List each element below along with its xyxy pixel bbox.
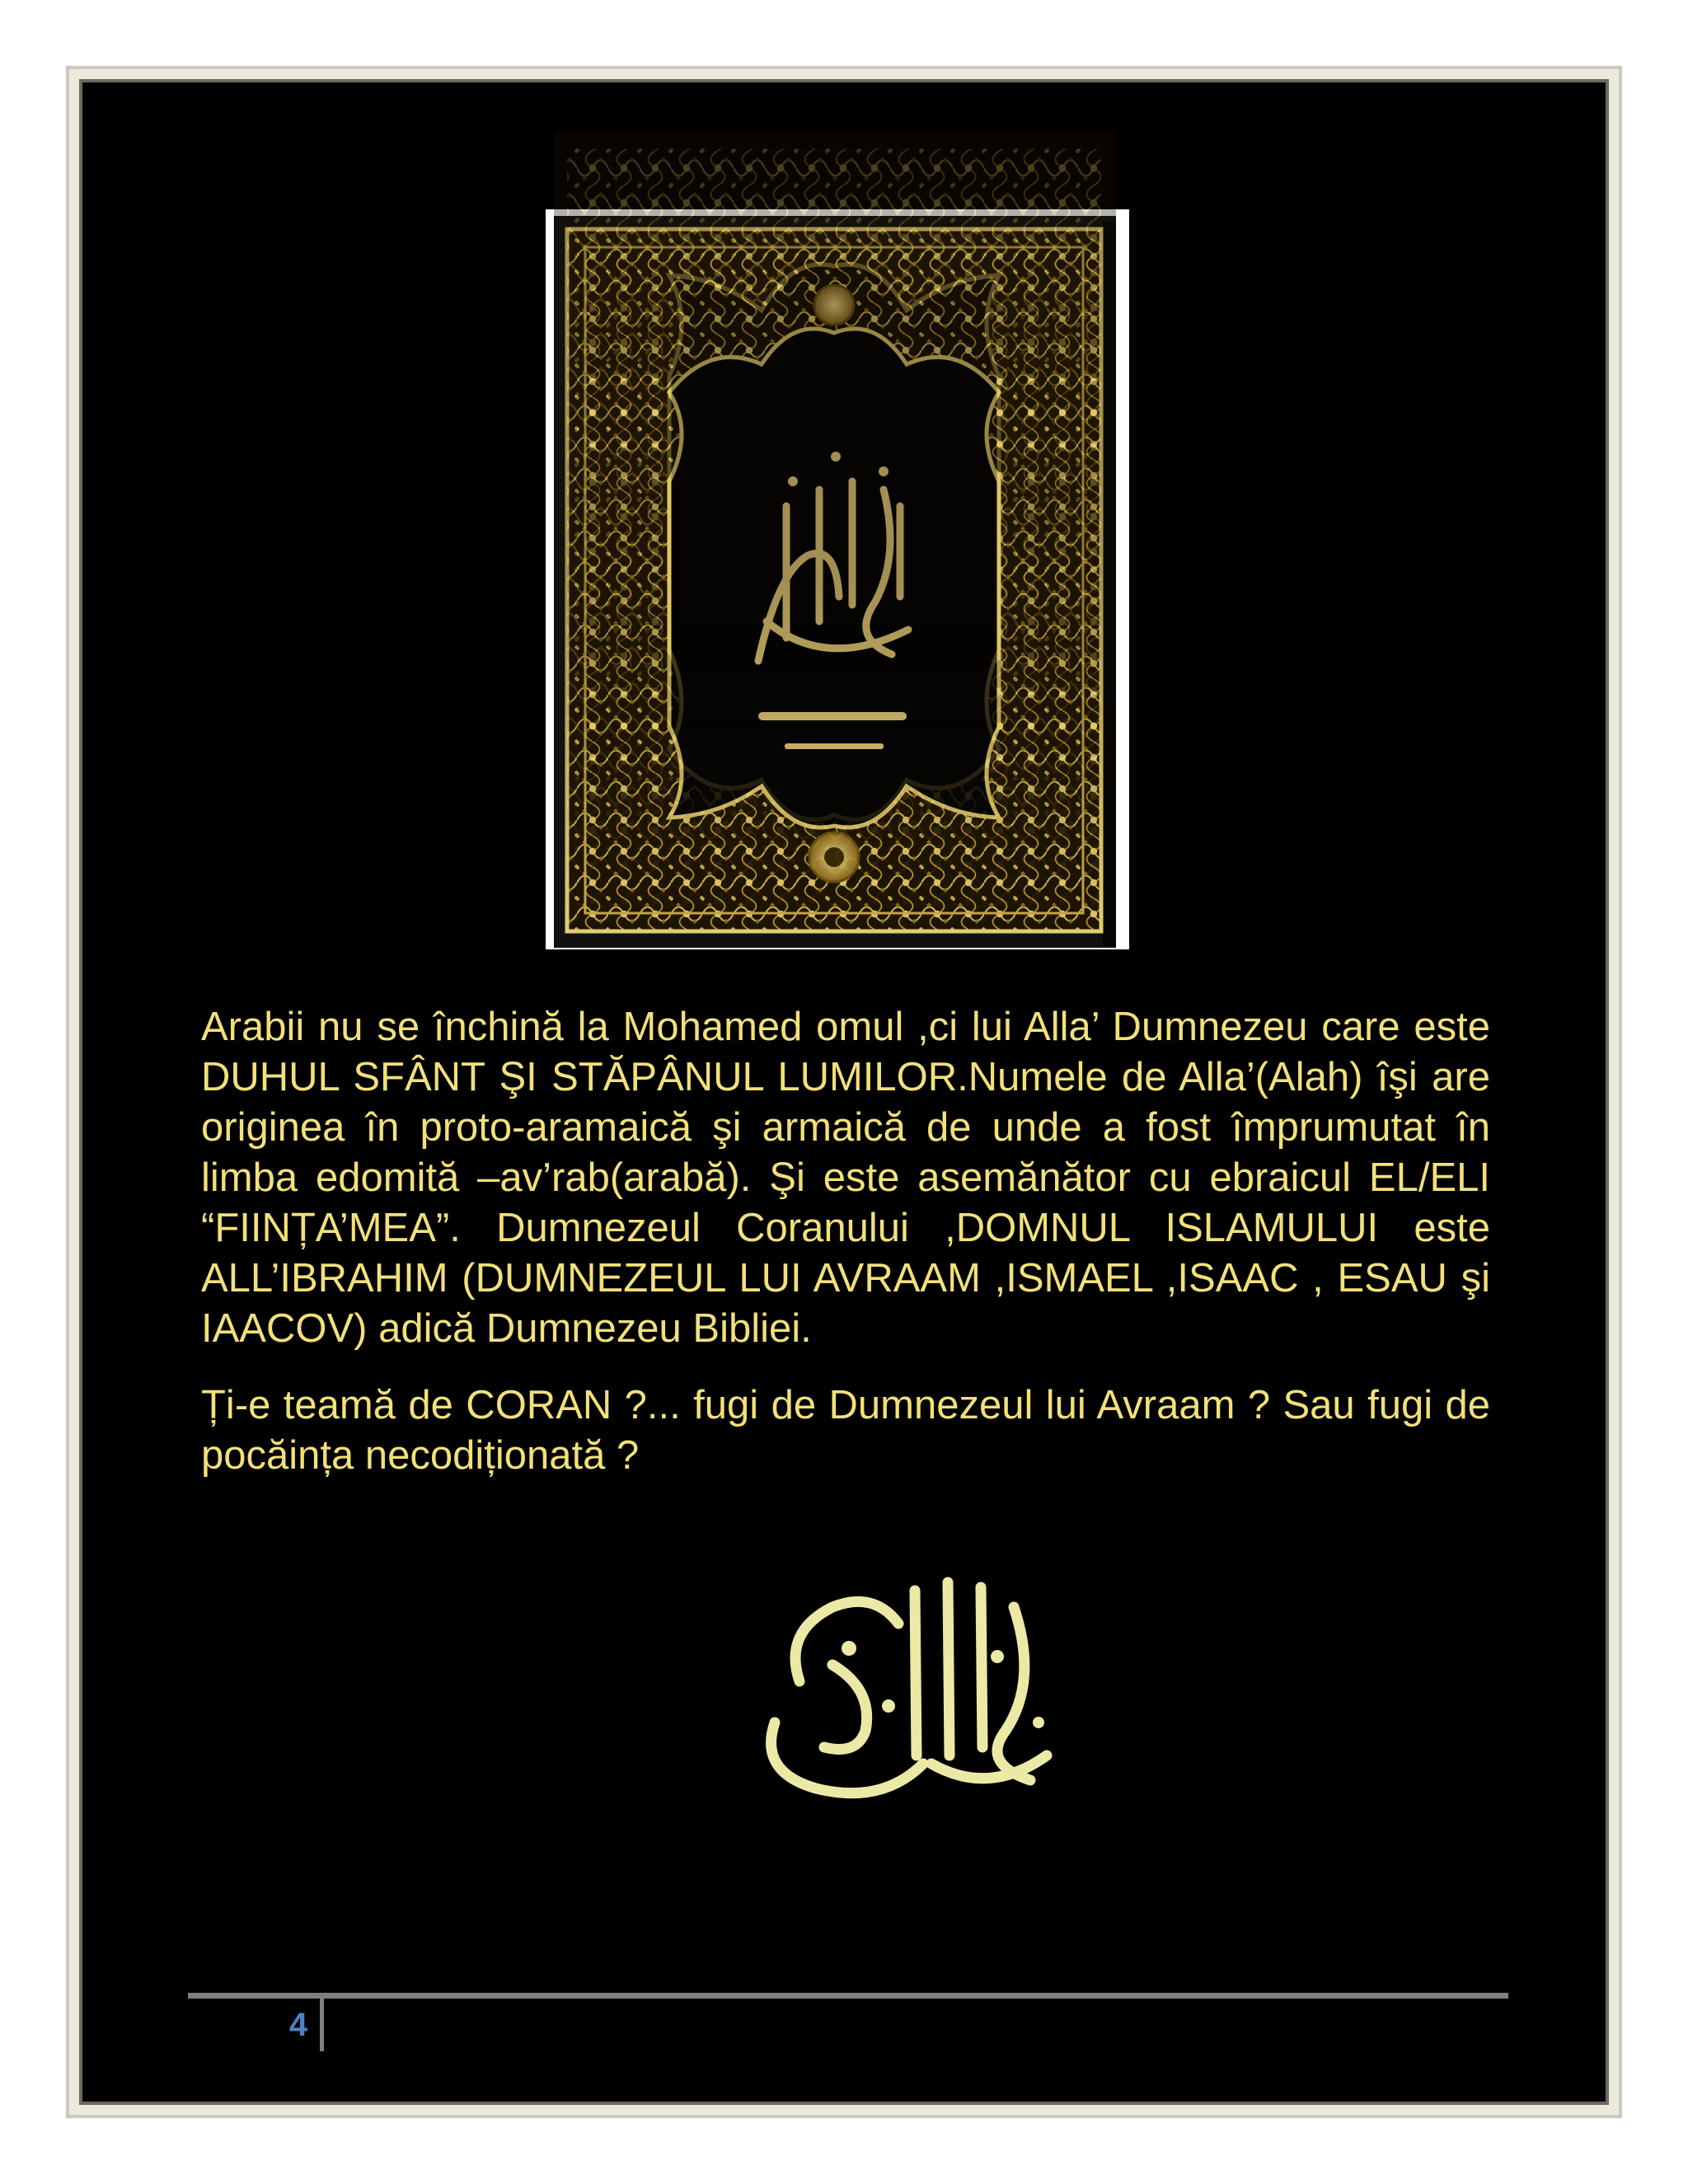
body-text [201, 1002, 1490, 1481]
page-number: 4 [288, 2007, 308, 2043]
paragraph-2: Ți-e teamă de CORAN ?... fugi de Dumnezeul lui Avraam ? Sau fugi de pocăința necodiționată ? [201, 1383, 1490, 1478]
calligraphy-image [725, 1558, 1088, 1805]
footer-divider [188, 1993, 1508, 1999]
paragraph-1: Arabii nu se închină la Mohamed omul ,ci lui Alla’ Dumnezeu care este DUHUL SFÂNT ŞI STĂPÂNUL LUMILOR.Numele de Alla’(Alah) îşi are originea în proto-aramaică şi armaică de unde a fost împrumutat în limba edomită –av’rab(arabă). Şi este asemănător cu ebraicul EL/ELI “FIINȚA’MEA”. Dumnezeul Coranului ,DOMNUL ISLAMULUI este ALL’IBRAHIM (DUMNEZEUL LUI AVRAAM ,ISMAEL ,ISAAC , ESAU şi IAACOV) adică Dumnezeu Bibliei. [201, 1005, 1490, 1351]
page-frame [79, 79, 1609, 2105]
book-reflection [546, 129, 1129, 953]
page-number-divider [320, 1999, 324, 2051]
